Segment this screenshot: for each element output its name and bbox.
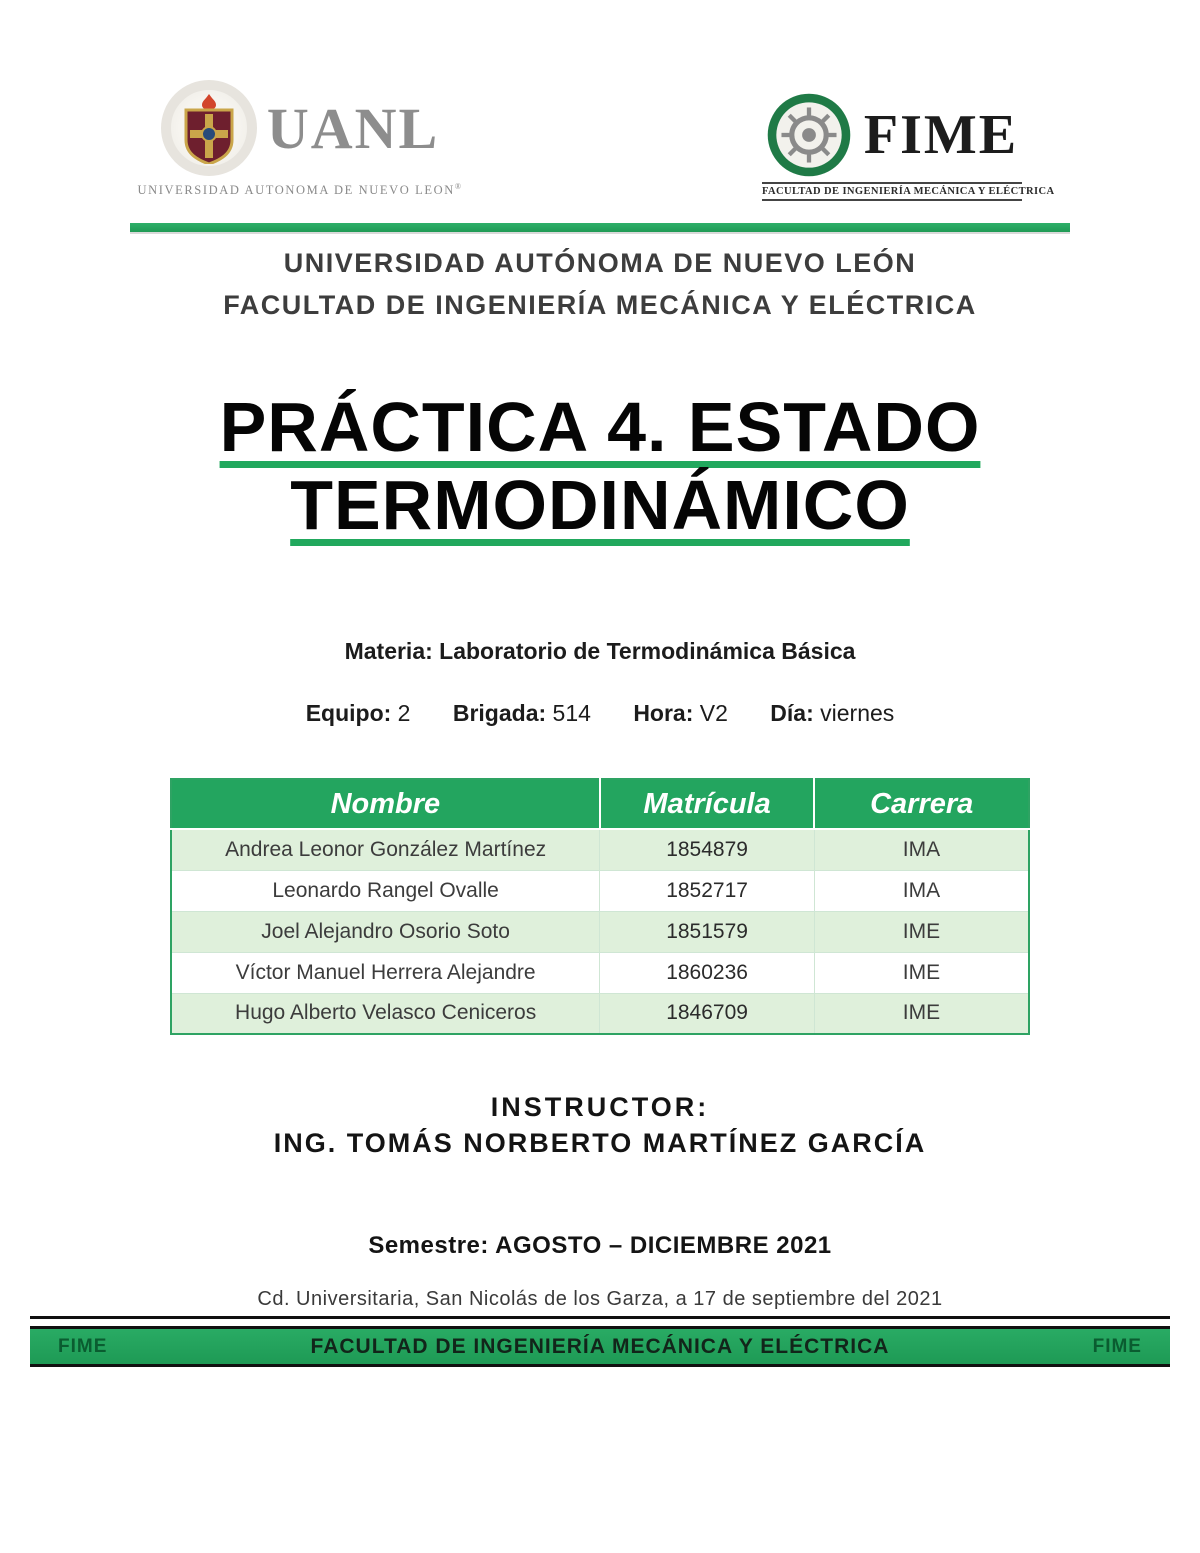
cell-nombre: Víctor Manuel Herrera Alejandre xyxy=(171,952,600,993)
cell-matricula: 1860236 xyxy=(600,952,815,993)
table-row xyxy=(171,829,1029,870)
instructor-name: ING. TOMÁS NORBERTO MARTÍNEZ GARCÍA xyxy=(273,1128,927,1158)
uanl-shield-icon xyxy=(180,92,238,164)
institution-line-2: FACULTAD DE INGENIERÍA MECÁNICA Y ELÉCTRICA xyxy=(223,290,977,320)
course-value: Laboratorio de Termodinámica Básica xyxy=(439,638,856,664)
meta-brigada: Brigada: 514 xyxy=(452,700,591,726)
title-line-1: PRÁCTICA 4. ESTADO xyxy=(219,388,981,466)
header-divider xyxy=(130,223,1070,232)
cell-nombre: Leonardo Rangel Ovalle xyxy=(171,870,600,911)
semester-line: Semestre: AGOSTO – DICIEMBRE 2021 xyxy=(368,1232,832,1259)
cell-matricula: 1851579 xyxy=(600,911,815,952)
column-header-carrera: Carrera xyxy=(814,779,1029,829)
fime-wordmark: FIME xyxy=(863,104,1019,166)
meta-equipo: Equipo: 2 xyxy=(305,700,411,726)
cell-nombre: Hugo Alberto Velasco Ceniceros xyxy=(171,993,600,1034)
meta-dia: Día: viernes xyxy=(770,700,895,726)
footer-title: FACULTAD DE INGENIERÍA MECÁNICA Y ELÉCTRICA xyxy=(310,1334,890,1358)
cell-carrera: IMA xyxy=(814,870,1029,911)
cell-nombre: Andrea Leonor González Martínez xyxy=(171,829,600,870)
institution-line-1: UNIVERSIDAD AUTÓNOMA DE NUEVO LEÓN xyxy=(283,248,917,278)
footer-bar xyxy=(30,1326,1170,1367)
document-title xyxy=(0,388,1200,545)
table-row xyxy=(171,870,1029,911)
uanl-caption: UNIVERSIDAD AUTONOMA DE NUEVO LEON® xyxy=(137,182,463,198)
cell-carrera: IME xyxy=(814,993,1029,1034)
title-line-2: TERMODINÁMICO xyxy=(290,466,910,545)
cell-carrera: IME xyxy=(814,952,1029,993)
cell-matricula: 1852717 xyxy=(600,870,815,911)
fime-logo xyxy=(762,92,1055,201)
cell-carrera: IMA xyxy=(814,829,1029,870)
cell-matricula: 1854879 xyxy=(600,829,815,870)
instructor-label: INSTRUCTOR: xyxy=(490,1092,710,1122)
meta-hora: Hora: V2 xyxy=(633,700,728,726)
column-header-nombre: Nombre xyxy=(171,779,600,829)
footer-fime-right: FIME xyxy=(1092,1335,1142,1357)
cell-matricula: 1846709 xyxy=(600,993,815,1034)
location-line: Cd. Universitaria, San Nicolás de los Garza, a 17 de septiembre del 2021 xyxy=(257,1288,943,1310)
members-table xyxy=(170,778,1030,1035)
uanl-wordmark: UANL xyxy=(266,95,440,161)
footer-fime-left: FIME xyxy=(58,1335,108,1357)
uanl-logo xyxy=(135,80,465,198)
fime-emblem-icon xyxy=(766,92,852,178)
course-label: Materia: xyxy=(344,638,433,664)
table-row xyxy=(171,952,1029,993)
fime-caption: FACULTAD DE INGENIERÍA MECÁNICA Y ELÉCTRICA xyxy=(762,182,1022,201)
table-row xyxy=(171,993,1029,1034)
cell-carrera: IME xyxy=(814,911,1029,952)
column-header-matricula: Matrícula xyxy=(600,779,815,829)
footer-divider xyxy=(30,1316,1170,1319)
uanl-seal-icon xyxy=(161,80,257,176)
course-line xyxy=(0,638,1200,665)
table-header-row xyxy=(171,779,1029,829)
cell-nombre: Joel Alejandro Osorio Soto xyxy=(171,911,600,952)
table-row xyxy=(171,911,1029,952)
meta-line xyxy=(0,700,1200,727)
